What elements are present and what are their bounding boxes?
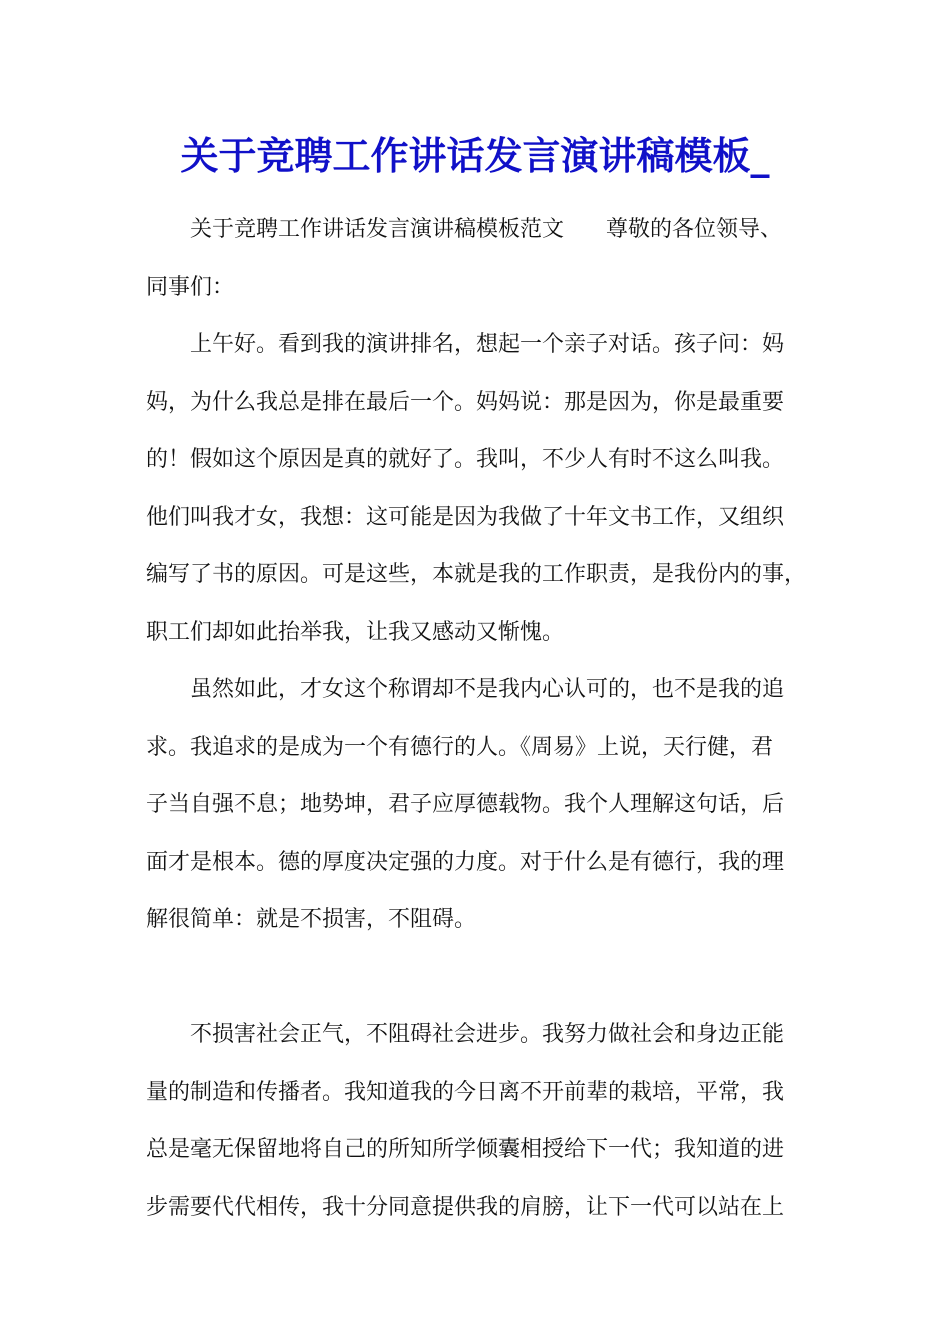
text-line-content: 上午好。看到我的演讲排名，想起一个亲子对话。孩子问：妈 — [190, 332, 785, 357]
paragraph-society — [146, 1006, 816, 1236]
salutation-text: 尊敬的各位领导、 — [606, 217, 783, 242]
paragraph-virtue — [146, 661, 816, 949]
text-line: 量的制造和传播者。我知道我的今日离不开前辈的栽培，平常，我 — [146, 1079, 785, 1105]
text-line-content: 不损害社会正气，不阻碍社会进步。我努力做社会和身边正能 — [190, 1022, 785, 1047]
text-line — [146, 201, 816, 259]
text-line: 同事们： — [146, 274, 235, 300]
text-line: 他们叫我才女，我想：这可能是因为我做了十年文书工作，又组织 — [146, 504, 785, 530]
text-line: 步需要代代相传，我十分同意提供我的肩膀，让下一代可以站在上 — [146, 1194, 785, 1220]
text-line: 子当自强不息；地势坤，君子应厚德载物。我个人理解这句话，后 — [146, 792, 785, 817]
intro-heading-text: 关于竞聘工作讲话发言演讲稿模板范文 — [190, 217, 565, 242]
text-line: 编写了书的原因。可是这些，本就是我的工作职责，是我份内的事， — [146, 562, 807, 587]
document-title: 关于竞聘工作讲话发言演讲稿模板_ — [180, 133, 770, 178]
text-line: 解很简单：就是不损害，不阻碍。 — [146, 907, 477, 932]
text-line: 职工们却如此抬举我，让我又感动又惭愧。 — [146, 619, 565, 645]
text-line: 妈，为什么我总是排在最后一个。妈妈说：那是因为，你是最重要 — [146, 389, 785, 415]
text-line — [146, 661, 816, 719]
paragraph-gap — [146, 949, 816, 1007]
text-line: 面才是根本。德的厚度决定强的力度。对于什么是有德行，我的理 — [146, 849, 785, 875]
text-line-content: 虽然如此，才女这个称谓却不是我内心认可的，也不是我的追 — [190, 677, 785, 702]
text-line: 总是毫无保留地将自己的所知所学倾囊相授给下一代；我知道的进 — [146, 1137, 785, 1162]
document-body — [146, 201, 816, 1236]
text-line — [146, 316, 816, 374]
paragraph-greeting — [146, 316, 816, 661]
text-line — [146, 1006, 816, 1064]
text-line: 求。我追求的是成为一个有德行的人。《周易》上说，天行健，君 — [146, 734, 774, 760]
text-line: 的！假如这个原因是真的就好了。我叫，不少人有时不这么叫我。 — [146, 447, 785, 472]
paragraph-intro — [146, 201, 816, 316]
